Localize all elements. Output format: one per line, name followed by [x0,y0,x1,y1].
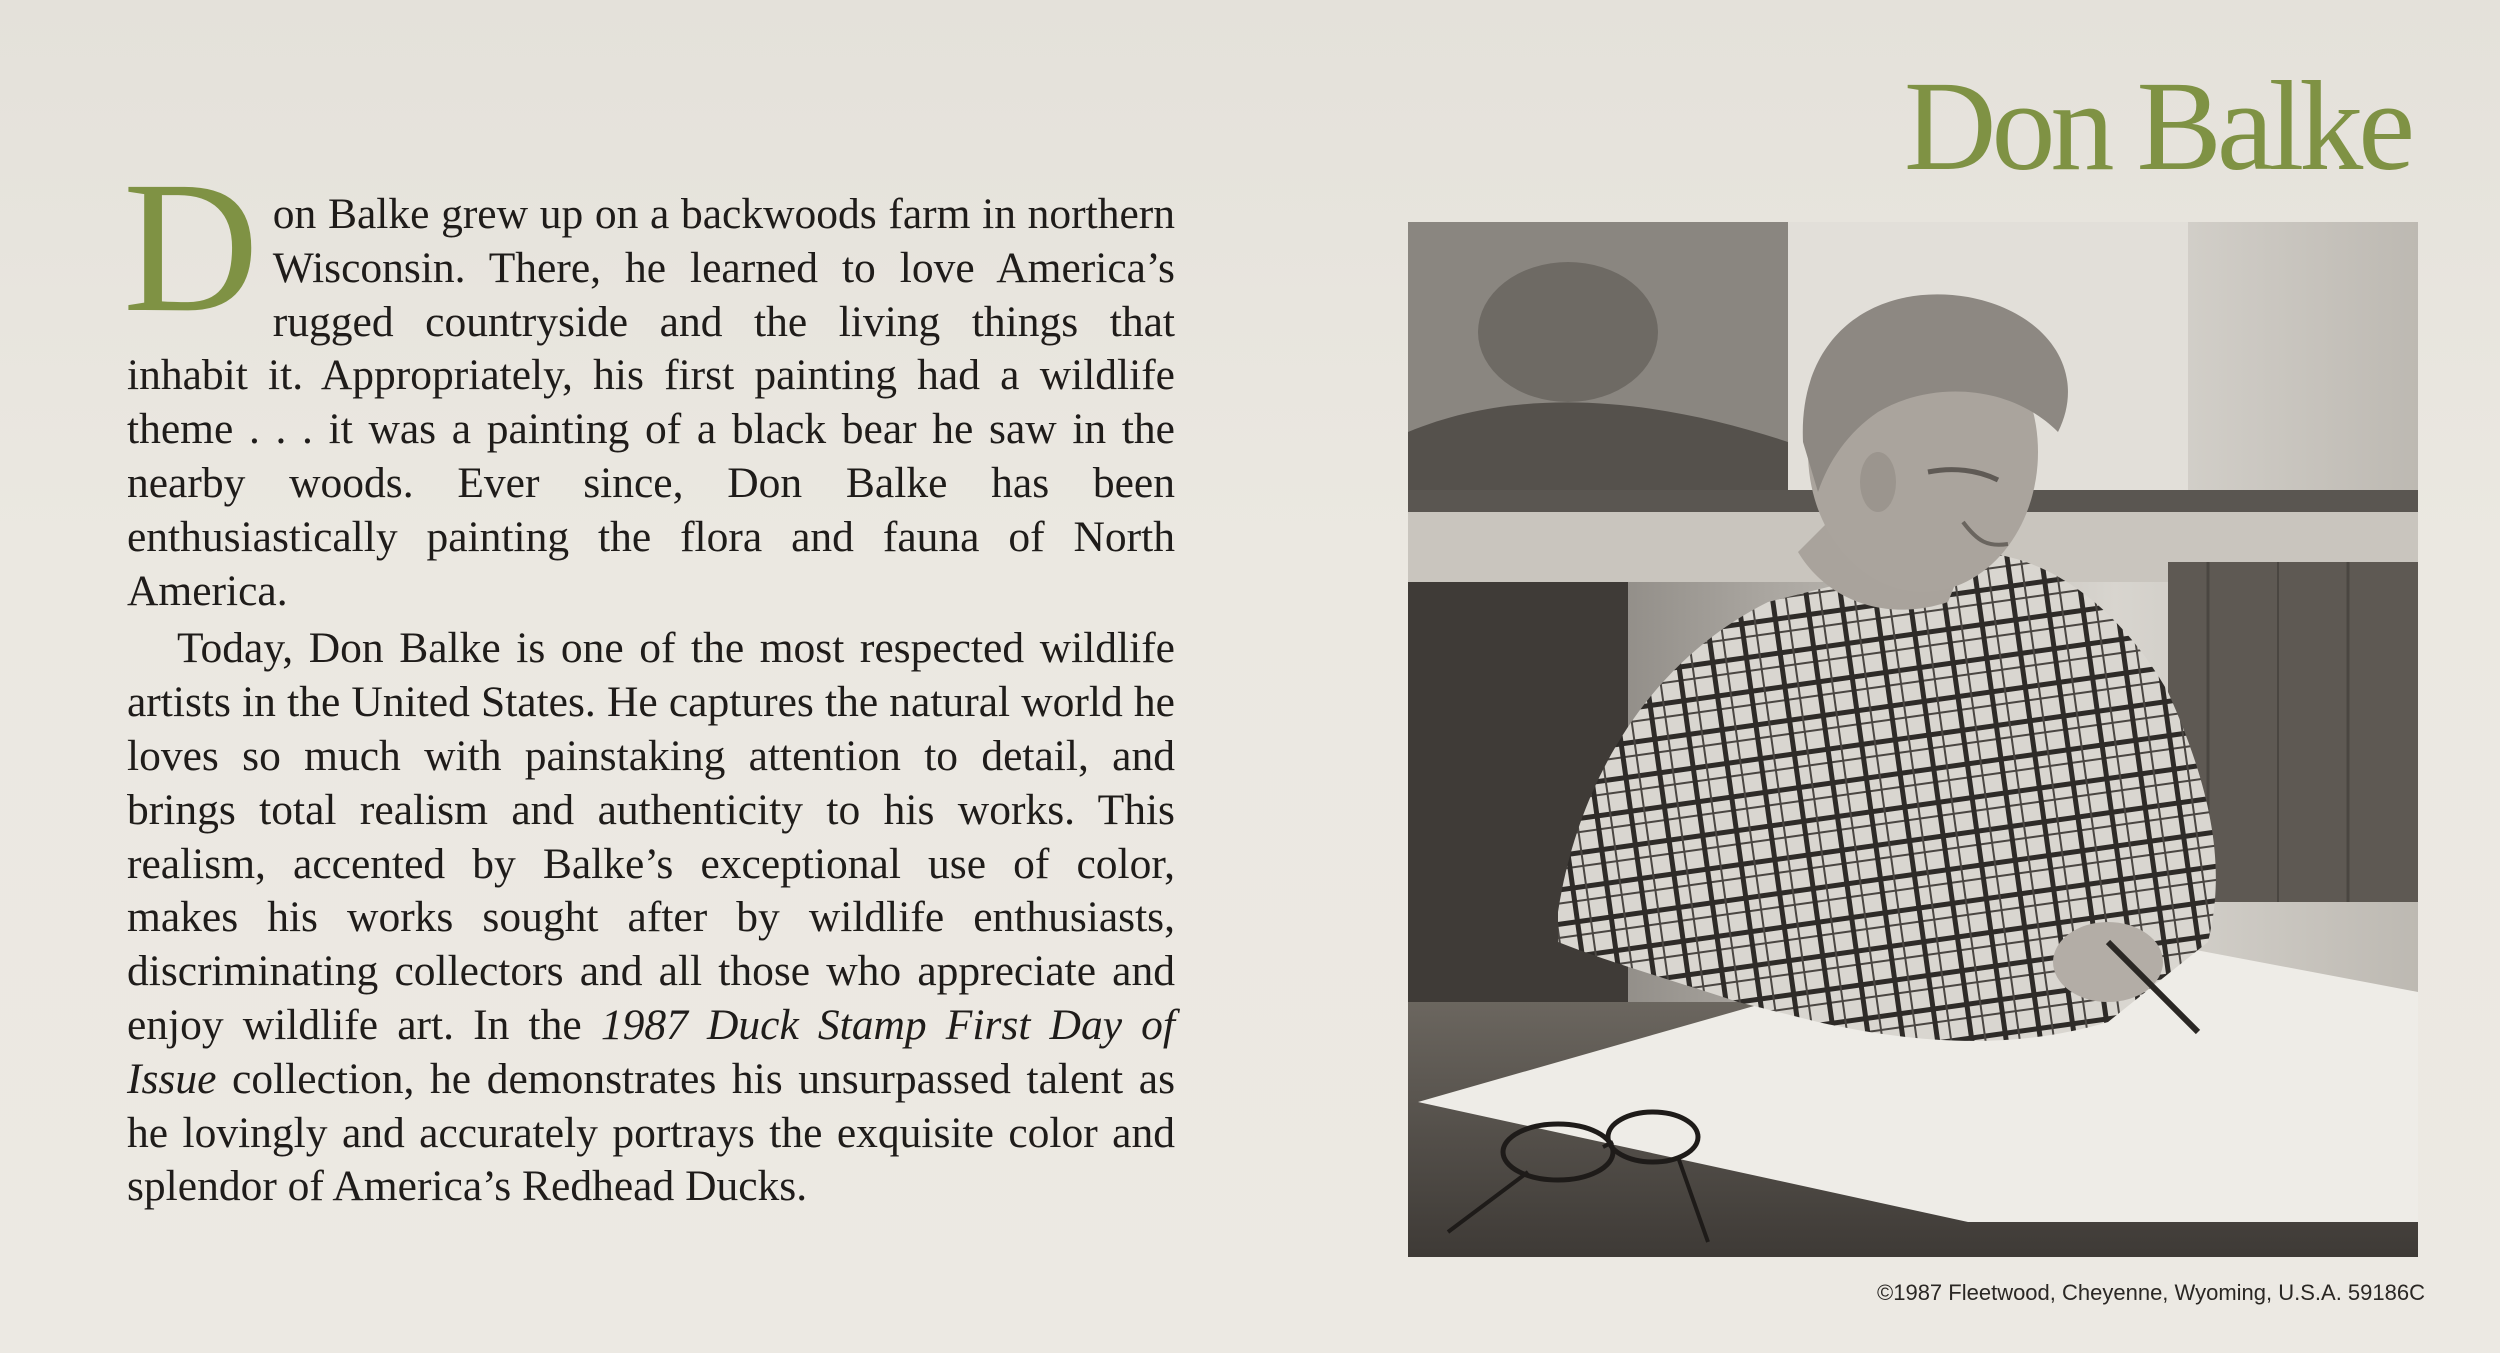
copyright-notice: ©1987 Fleetwood, Cheyenne, Wyoming, U.S.A. 59186C [1877,1280,2425,1305]
bio-paragraph-2-text: Today, Don Balke is one of the most respected wildlife artists in the United States. He captures the natural world he loves so much with painstaking attention to detail, and brings total realism and authenticity to his works. This realism, accented by Balke’s exceptional use of color, makes his works sought after by wildlife enthusiasts, discriminating collectors and all those who appreciate and enjoy wildlife art. In the [127,624,1175,1049]
bio-paragraph-2-end: collection, he demonstrates his unsurpassed talent as he lovingly and accurately portrays the exquisite color and splendor of America’s Redhead Ducks. [127,1054,1175,1211]
bio-paragraph-1-text: on Balke grew up on a backwoods farm in northern Wisconsin. There, he learned to love America’s rugged countryside and the living things that inhabit it. Appropriately, his first painting had a wildlife theme . . . it was a painting of a black bear he saw in the nearby woods. Ever since, Don Balke has been enthusiastically painting the flora and fauna of North America. [127,190,1175,615]
collection-name: 1987 Duck Stamp First Day of Issue [127,1000,1176,1103]
biography-text [123,142,1176,1214]
page-title: Don Balke [1904,55,2410,197]
bio-paragraph-1 [123,142,1175,618]
drop-cap: D [123,142,259,351]
artist-photo [1408,222,2418,1257]
bio-paragraph-2 [127,622,1175,1214]
